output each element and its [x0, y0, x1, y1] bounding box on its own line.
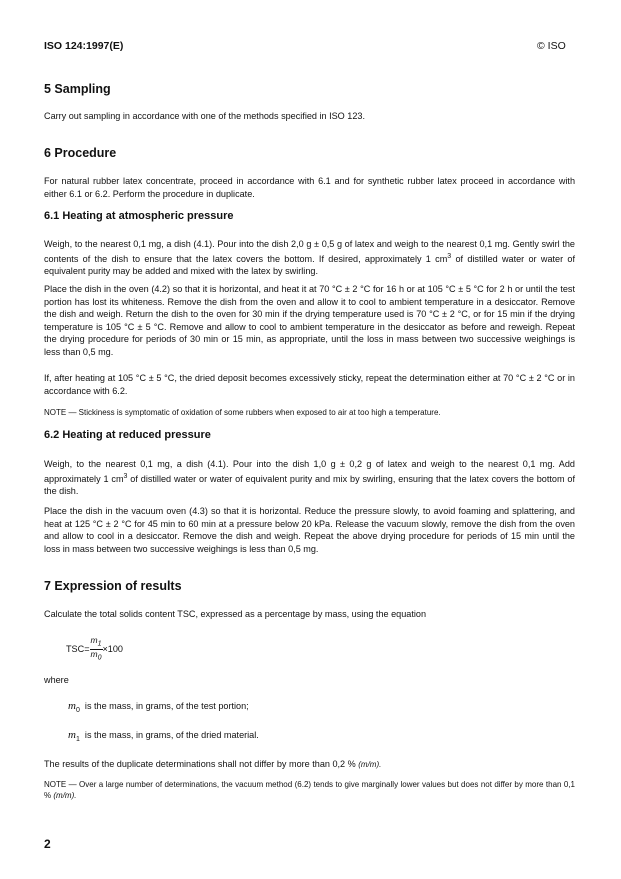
- reduced-para-1: Weigh, to the nearest 0,1 mg, a dish (4.1). Pour into the dish 1,0 g ± 0,2 g of latex and weigh to the nearest 0,1 mg. Add approximately 1 $cm^3$ of distilled water or water of equivalent purity and mix by swirling, ensuring that the latex covers the bottom of the dish.: [44, 459, 575, 497]
- heading-atmospheric: 6.1 Heating at atmospheric pressure: [44, 210, 234, 222]
- where-label: where: [44, 675, 69, 685]
- document-id: ISO 124:1997(E): [44, 40, 124, 52]
- stickiness-note: NOTE — Stickiness is symptomatic of oxidation of some rubbers when exposed to air at too high a temperature.: [44, 408, 441, 417]
- vacuum-note: NOTE — Over a large number of determinations, the vacuum method (6.2) tends to give marginally lower values but does not differ by more than 0,1 % (m/m).: [44, 780, 575, 800]
- atmospheric-para-3: If, after heating at 105 °C ± 5 °C, the dried deposit becomes excessively sticky, repeat the determination either at 70 °C ± 2 °C or in accordance with 6.2.: [44, 373, 575, 396]
- tsc-equation: TSC= $\frac{m_1}{m_0}$ ×100: [66, 635, 123, 662]
- atmospheric-para-2: Place the dish in the oven (4.2) so that it is horizontal, and heat it at 70 °C ± 2 °C for 16 h or at 105 °C ± 5 °C for 2 h or until the test portion has lost its whiteness. Remove the dish from the oven and allow it to cool to ambient temperature in a desiccator. Remove the dish and weigh. Return the dish to the oven for 30 min if the drying temperature used is 70 °C ± 2 °C, or for 15 min if the drying temperature is 105 °C ± 5 °C. Remove and allow to cool to ambient temperature in the desiccator as before and reweigh. Repeat the drying procedure for periods of 30 min or 15 min, as appropriate, until the loss in mass between two successive weighings is less than 0,5 mg.: [44, 284, 575, 357]
- sampling-text: Carry out sampling in accordance with one of the methods specified in ISO 123.: [44, 111, 365, 121]
- duplicate-statement: The results of the duplicate determinations shall not differ by more than 0,2 % (m/m).: [44, 759, 382, 769]
- copyright-mark: © ISO: [537, 40, 566, 52]
- reduced-para-2: Place the dish in the vacuum oven (4.3) so that it is horizontal. Reduce the pressure slowly, to avoid foaming and splattering, and heat at 125 °C ± 2 °C for 45 min to 60 min at a pressure below 20 kPa. Release the vacuum slowly, remove the dish from the oven and allow to cool in a desiccator. Remove the dish and weigh. Repeat the above drying procedure for periods of 15 min until the loss in mass between two successive weighings is less than 0,5 mg.: [44, 506, 575, 554]
- heading-sampling: 5 Sampling: [44, 82, 111, 96]
- definition-m1: $m_1$ is the mass, in grams, of the dried material.: [68, 729, 259, 743]
- heading-results: 7 Expression of results: [44, 579, 182, 593]
- page-number: 2: [44, 837, 51, 851]
- atmospheric-para-1: Weigh, to the nearest 0,1 mg, a dish (4.1). Pour into the dish 2,0 g ± 0,5 g of latex and weigh to the nearest 0,1 mg. Gently swirl the contents of the dish to ensure that the latex covers the bottom. If desired, approximately 1 $cm^3$ of distilled water or water of equivalent purity may be added and mixed with the latex by swirling.: [44, 239, 575, 277]
- heading-procedure: 6 Procedure: [44, 146, 117, 160]
- procedure-text: For natural rubber latex concentrate, proceed in accordance with 6.1 and for synthetic rubber latex proceed in accordance with either 6.1 or 6.2. Perform the procedure in duplicate.: [44, 176, 575, 199]
- definition-m0: $m_0$ is the mass, in grams, of the test portion;: [68, 700, 249, 714]
- results-intro: Calculate the total solids content TSC, expressed as a percentage by mass, using the equation: [44, 609, 426, 619]
- heading-reduced-pressure: 6.2 Heating at reduced pressure: [44, 429, 211, 441]
